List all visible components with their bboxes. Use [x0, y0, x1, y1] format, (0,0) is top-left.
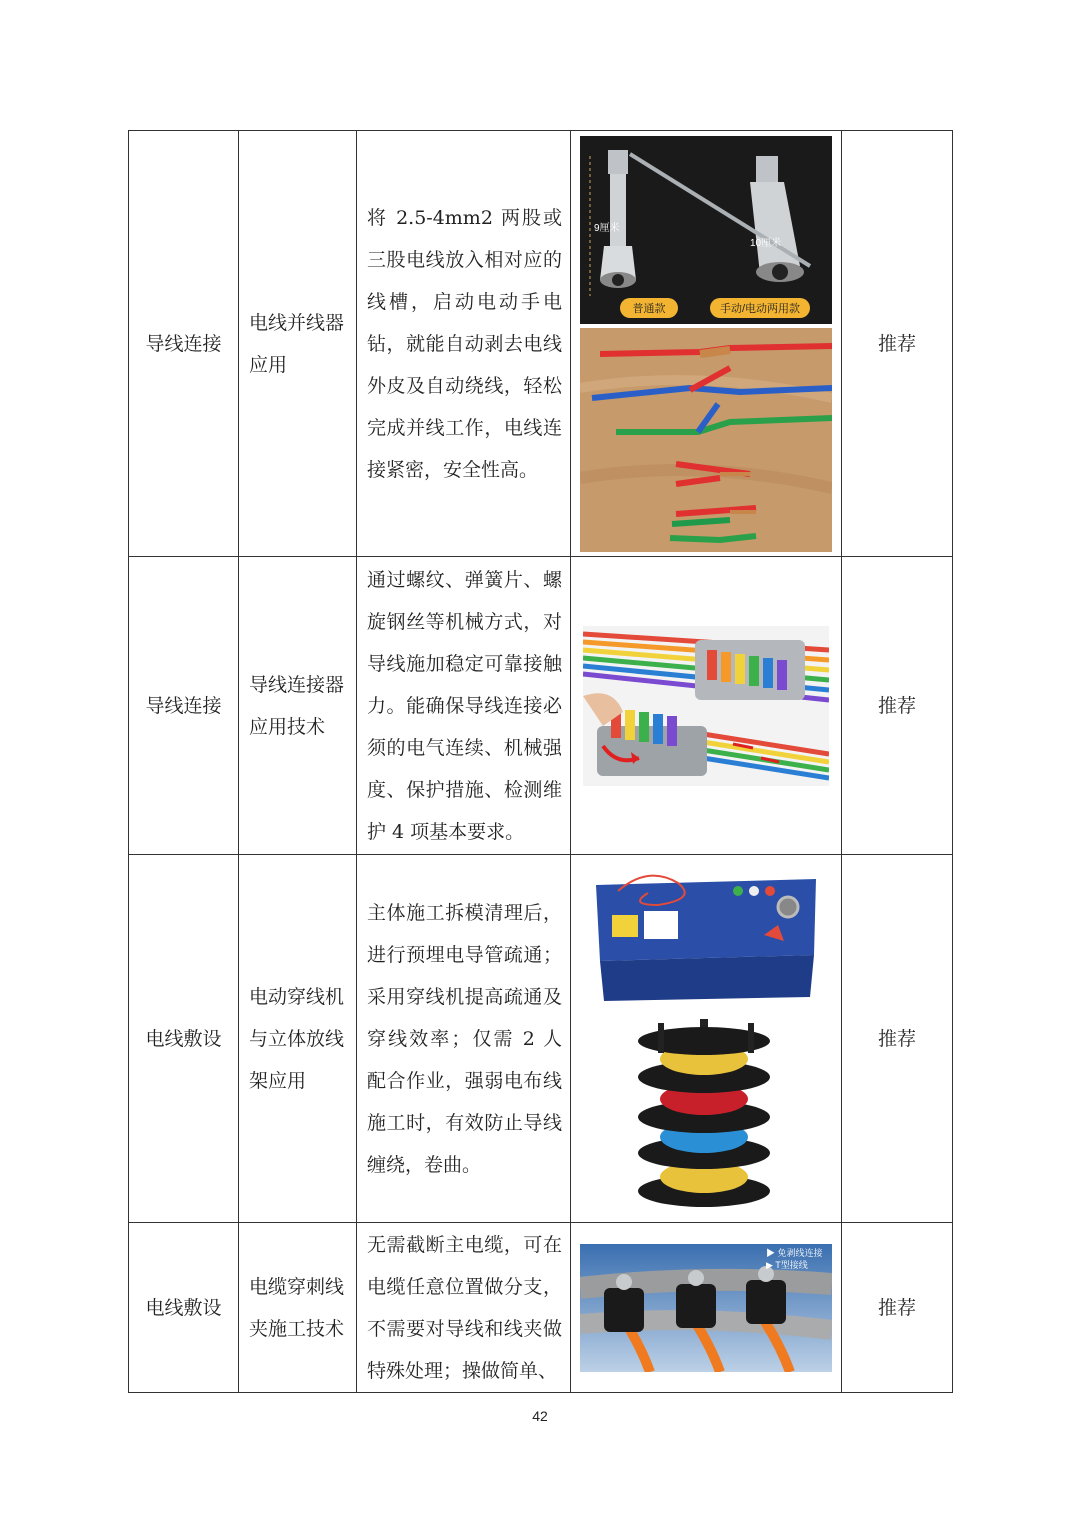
image-cell	[571, 557, 842, 855]
image-label: 9厘米	[594, 222, 620, 234]
wire-reel-rack-photo	[588, 1013, 824, 1213]
technology-name-cell: 导线连接器应用技术	[239, 557, 357, 855]
table-row	[129, 557, 953, 855]
description-cell: 主体施工拆模清理后，进行预埋电导管疏通；采用穿线机提高疏通及穿线效率；仅需 2 人配合作业，强弱电布线施工时，有效防止导线缠绕，卷曲。	[357, 855, 571, 1223]
wire-threading-machine-photo	[588, 865, 824, 1003]
description-cell: 通过螺纹、弹簧片、螺旋钢丝等机械方式，对导线施加稳定可靠接触力。能确保导线连接必须的电气连续、机械强度、保护措施、检测维护 4 项基本要求。	[357, 557, 571, 855]
description-cell: 无需截断主电缆，可在电缆任意位置做分支，不需要对导线和线夹做特殊处理；操做简单、	[357, 1223, 571, 1393]
table-row	[129, 131, 953, 557]
piercing-clamp-photo	[580, 1244, 832, 1372]
category-cell: 电线敷设	[129, 1223, 239, 1393]
page-number: 42	[532, 1408, 548, 1424]
wire-twister-tool-photo	[580, 136, 832, 324]
technology-name-cell: 电线并线器应用	[239, 131, 357, 557]
image-label: 普通款	[632, 302, 666, 315]
wire-connector-photo	[583, 626, 829, 786]
category-cell: 电线敷设	[129, 855, 239, 1223]
image-label: ▶ 免剥线连接	[766, 1247, 823, 1258]
technology-name-cell: 电缆穿刺线夹施工技术	[239, 1223, 357, 1393]
image-label: ▶ T型接线	[766, 1259, 808, 1270]
image-label: 手动/电动两用款	[719, 302, 801, 315]
status-cell: 推荐	[842, 131, 953, 557]
category-cell: 导线连接	[129, 557, 239, 855]
image-cell	[571, 1223, 842, 1393]
status-cell: 推荐	[842, 855, 953, 1223]
status-cell: 推荐	[842, 1223, 953, 1393]
category-cell: 导线连接	[129, 131, 239, 557]
image-cell	[571, 131, 842, 557]
twisted-wires-photo	[580, 328, 832, 552]
description-cell: 将 2.5-4mm2 两股或三股电线放入相对应的线槽，启动电动手电钻，就能自动剥去电线外皮及自动绕线，轻松完成并线工作，电线连接紧密，安全性高。	[357, 131, 571, 557]
technology-name-cell: 电动穿线机与立体放线架应用	[239, 855, 357, 1223]
table-row	[129, 1223, 953, 1393]
status-cell: 推荐	[842, 557, 953, 855]
table-row	[129, 855, 953, 1223]
technology-table	[128, 130, 953, 1393]
image-label: 10厘米	[750, 237, 782, 249]
image-cell	[571, 855, 842, 1223]
